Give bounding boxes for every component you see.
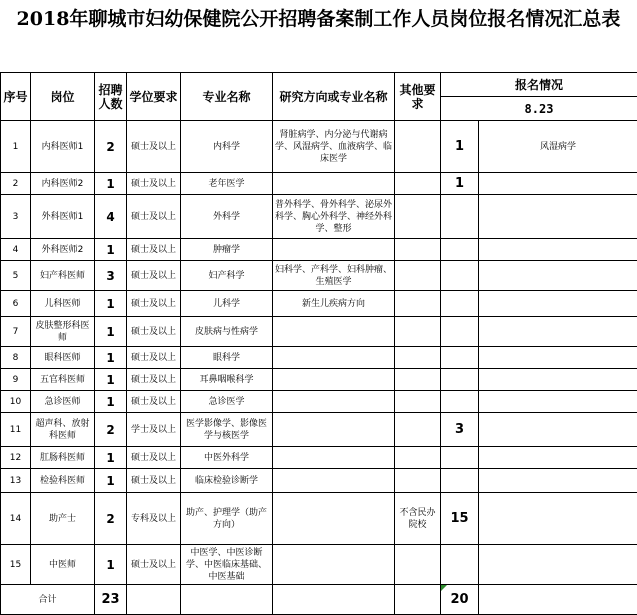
table-row [1, 545, 637, 585]
position-cell: 检验科医师 [31, 469, 95, 493]
count-cell: 2 [95, 121, 127, 173]
position-cell: 肛肠科医师 [31, 447, 95, 469]
applicants-cell [441, 469, 479, 493]
table-row [1, 317, 637, 347]
other-cell [395, 469, 441, 493]
table-row [1, 347, 637, 369]
seq-cell: 6 [1, 291, 31, 317]
degree-cell: 硕士及以上 [127, 447, 181, 469]
position-cell: 内科医师2 [31, 173, 95, 195]
degree-cell: 硕士及以上 [127, 239, 181, 261]
degree-cell: 硕士及以上 [127, 391, 181, 413]
major-cell: 助产、护理学（助产方向） [181, 493, 273, 545]
position-cell: 超声科、放射科医师 [31, 413, 95, 447]
table-row [1, 493, 637, 545]
count-cell: 1 [95, 317, 127, 347]
table-row [1, 447, 637, 469]
degree-cell: 硕士及以上 [127, 195, 181, 239]
applicants-cell: 1 [441, 121, 479, 173]
research-cell [273, 493, 395, 545]
position-cell: 中医师 [31, 545, 95, 585]
note-cell: 风湿病学 [479, 121, 637, 173]
note-cell [479, 261, 637, 291]
note-cell [479, 173, 637, 195]
other-cell [395, 261, 441, 291]
position-cell: 五官科医师 [31, 369, 95, 391]
total-empty [273, 585, 395, 615]
table-row [1, 291, 637, 317]
seq-cell: 11 [1, 413, 31, 447]
applicants-cell [441, 447, 479, 469]
note-cell [479, 545, 637, 585]
other-cell [395, 317, 441, 347]
other-cell [395, 173, 441, 195]
note-cell [479, 239, 637, 261]
seq-cell: 8 [1, 347, 31, 369]
applicants-cell: 3 [441, 413, 479, 447]
seq-cell: 13 [1, 469, 31, 493]
note-cell [479, 369, 637, 391]
header-other: 其他要求 [395, 73, 441, 121]
research-cell [273, 347, 395, 369]
major-cell: 中医学、中医诊断学、中医临床基础、中医基础 [181, 545, 273, 585]
note-cell [479, 391, 637, 413]
other-cell [395, 195, 441, 239]
total-empty [395, 585, 441, 615]
note-cell [479, 447, 637, 469]
research-cell [273, 545, 395, 585]
header-seq: 序号 [1, 73, 31, 121]
total-count: 23 [95, 585, 127, 615]
header-research: 研究方向或专业名称 [273, 73, 395, 121]
applicants-cell [441, 391, 479, 413]
header-count: 招聘人数 [95, 73, 127, 121]
other-cell [395, 413, 441, 447]
major-cell: 耳鼻咽喉科学 [181, 369, 273, 391]
note-cell [479, 493, 637, 545]
corner-marker-icon [441, 585, 447, 591]
note-cell [479, 469, 637, 493]
research-cell: 普外科学、骨外科学、泌尿外科学、胸心外科学、神经外科学、整形 [273, 195, 395, 239]
other-cell [395, 391, 441, 413]
total-label: 合计 [1, 585, 95, 615]
seq-cell: 3 [1, 195, 31, 239]
seq-cell: 10 [1, 391, 31, 413]
total-applicants [441, 585, 479, 615]
note-cell [479, 291, 637, 317]
applicants-cell: 15 [441, 493, 479, 545]
other-cell [395, 347, 441, 369]
table-row [1, 239, 637, 261]
degree-cell: 硕士及以上 [127, 317, 181, 347]
major-cell: 妇产科学 [181, 261, 273, 291]
degree-cell: 硕士及以上 [127, 121, 181, 173]
position-cell: 儿科医师 [31, 291, 95, 317]
applicants-cell [441, 545, 479, 585]
research-cell [273, 447, 395, 469]
count-cell: 2 [95, 413, 127, 447]
count-cell: 1 [95, 469, 127, 493]
seq-cell: 14 [1, 493, 31, 545]
research-cell [273, 413, 395, 447]
research-cell [273, 369, 395, 391]
other-cell [395, 447, 441, 469]
count-cell: 1 [95, 369, 127, 391]
applicants-cell [441, 239, 479, 261]
research-cell: 肾脏病学、内分泌与代谢病学、风湿病学、血液病学、临床医学 [273, 121, 395, 173]
total-row [1, 585, 637, 615]
degree-cell: 硕士及以上 [127, 173, 181, 195]
major-cell: 临床检验诊断学 [181, 469, 273, 493]
page-title: 2018年聊城市妇幼保健院公开招聘备案制工作人员岗位报名情况汇总表 [0, 0, 637, 70]
degree-cell: 硕士及以上 [127, 261, 181, 291]
degree-cell: 硕士及以上 [127, 347, 181, 369]
major-cell: 中医外科学 [181, 447, 273, 469]
table-row [1, 121, 637, 173]
position-cell: 外科医师1 [31, 195, 95, 239]
applicants-cell [441, 261, 479, 291]
degree-cell: 学士及以上 [127, 413, 181, 447]
note-cell [479, 347, 637, 369]
research-cell [273, 469, 395, 493]
count-cell: 4 [95, 195, 127, 239]
major-cell: 内科学 [181, 121, 273, 173]
other-cell [395, 239, 441, 261]
research-cell [273, 173, 395, 195]
header-signup: 报名情况 [441, 73, 637, 97]
degree-cell: 硕士及以上 [127, 469, 181, 493]
total-empty [127, 585, 181, 615]
research-cell: 妇科学、产科学、妇科肿瘤、生殖医学 [273, 261, 395, 291]
degree-cell: 硕士及以上 [127, 369, 181, 391]
seq-cell: 15 [1, 545, 31, 585]
table-row [1, 391, 637, 413]
major-cell: 皮肤病与性病学 [181, 317, 273, 347]
applicants-cell: 1 [441, 173, 479, 195]
research-cell [273, 239, 395, 261]
seq-cell: 5 [1, 261, 31, 291]
count-cell: 1 [95, 239, 127, 261]
applicants-cell [441, 369, 479, 391]
note-cell [479, 195, 637, 239]
header-position: 岗位 [31, 73, 95, 121]
major-cell: 肿瘤学 [181, 239, 273, 261]
count-cell: 1 [95, 291, 127, 317]
position-cell: 外科医师2 [31, 239, 95, 261]
other-cell [395, 121, 441, 173]
count-cell: 1 [95, 545, 127, 585]
degree-cell: 硕士及以上 [127, 545, 181, 585]
other-cell [395, 291, 441, 317]
count-cell: 3 [95, 261, 127, 291]
note-cell [479, 413, 637, 447]
seq-cell: 1 [1, 121, 31, 173]
table-row [1, 469, 637, 493]
research-cell: 新生儿疾病方向 [273, 291, 395, 317]
recruitment-summary-table [0, 72, 637, 615]
position-cell: 妇产科医师 [31, 261, 95, 291]
other-cell [395, 369, 441, 391]
table-row [1, 369, 637, 391]
total-empty [479, 585, 637, 615]
seq-cell: 9 [1, 369, 31, 391]
seq-cell: 7 [1, 317, 31, 347]
major-cell: 老年医学 [181, 173, 273, 195]
position-cell: 内科医师1 [31, 121, 95, 173]
header-date: 8.23 [441, 97, 637, 121]
table-row [1, 195, 637, 239]
major-cell: 儿科学 [181, 291, 273, 317]
note-cell [479, 317, 637, 347]
applicants-cell [441, 291, 479, 317]
table-row [1, 261, 637, 291]
count-cell: 1 [95, 391, 127, 413]
count-cell: 1 [95, 447, 127, 469]
major-cell: 急诊医学 [181, 391, 273, 413]
header-major: 专业名称 [181, 73, 273, 121]
position-cell: 急诊医师 [31, 391, 95, 413]
degree-cell: 专科及以上 [127, 493, 181, 545]
research-cell [273, 317, 395, 347]
count-cell: 1 [95, 173, 127, 195]
total-applicants-value: 20 [450, 592, 468, 607]
position-cell: 皮肤整形科医师 [31, 317, 95, 347]
seq-cell: 4 [1, 239, 31, 261]
research-cell [273, 391, 395, 413]
other-cell [395, 545, 441, 585]
header-degree: 学位要求 [127, 73, 181, 121]
table-row [1, 413, 637, 447]
other-cell: 不含民办院校 [395, 493, 441, 545]
position-cell: 助产士 [31, 493, 95, 545]
seq-cell: 12 [1, 447, 31, 469]
position-cell: 眼科医师 [31, 347, 95, 369]
applicants-cell [441, 195, 479, 239]
major-cell: 外科学 [181, 195, 273, 239]
major-cell: 医学影像学、影像医学与核医学 [181, 413, 273, 447]
seq-cell: 2 [1, 173, 31, 195]
degree-cell: 硕士及以上 [127, 291, 181, 317]
applicants-cell [441, 347, 479, 369]
count-cell: 1 [95, 347, 127, 369]
count-cell: 2 [95, 493, 127, 545]
applicants-cell [441, 317, 479, 347]
major-cell: 眼科学 [181, 347, 273, 369]
table-row [1, 173, 637, 195]
total-empty [181, 585, 273, 615]
